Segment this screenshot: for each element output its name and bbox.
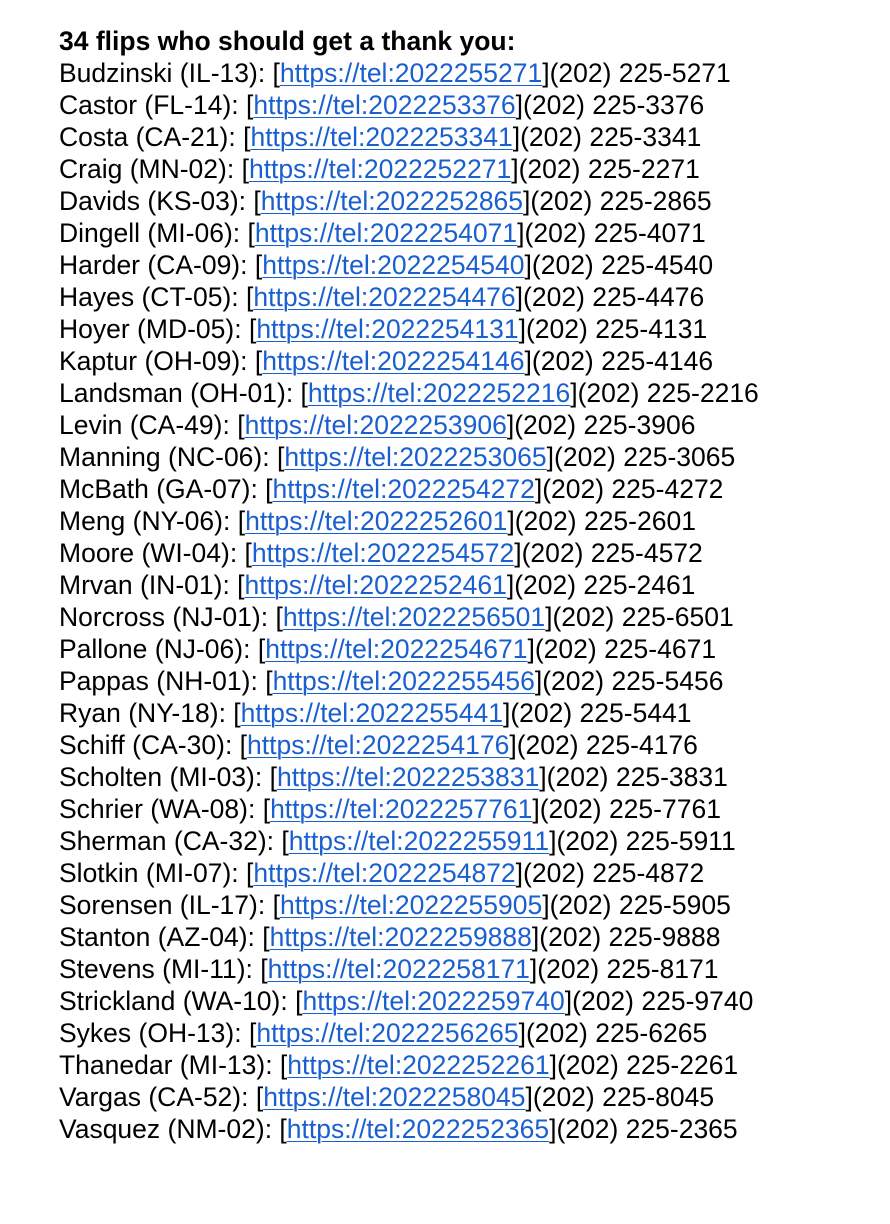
separator: : [ [247, 794, 271, 824]
tel-link[interactable]: https://tel:2022253341 [250, 122, 513, 152]
bracket-close: ] [517, 218, 525, 248]
tel-link[interactable]: https://tel:2022253906 [244, 410, 507, 440]
separator: : [ [243, 634, 266, 664]
representative-name: Pallone (NJ-06) [59, 634, 244, 664]
bracket-close: ] [523, 186, 531, 216]
tel-link[interactable]: https://tel:2022254540 [262, 250, 525, 280]
separator: : [ [241, 1082, 264, 1112]
phone-number: (202) 225-4671 [534, 634, 717, 664]
bracket-close: ] [545, 602, 553, 632]
tel-link[interactable]: https://tel:2022252216 [307, 378, 571, 408]
representative-name: Mrvan (IN-01) [59, 570, 223, 600]
bracket-close: ] [518, 1018, 526, 1048]
representative-name: Castor (FL-14) [59, 90, 232, 120]
phone-number: (202) 225-5271 [549, 58, 731, 88]
phone-number: (202) 225-4071 [524, 218, 706, 248]
tel-link[interactable]: https://tel:2022254131 [256, 314, 519, 344]
separator: : [ [262, 442, 285, 472]
phone-number: (202) 225-2261 [556, 1050, 739, 1080]
bracket-close: ] [515, 858, 524, 888]
document-body [59, 25, 759, 1145]
separator: : [ [234, 1018, 257, 1048]
list-item [59, 729, 759, 761]
tel-link[interactable]: https://tel:2022258171 [267, 954, 530, 984]
list-item [59, 185, 759, 217]
separator: : [ [257, 890, 280, 920]
list-item [59, 409, 759, 441]
separator: : [ [228, 122, 251, 152]
list-item [59, 89, 759, 121]
list-item [59, 569, 759, 601]
bracket-close: ] [570, 378, 578, 408]
tel-link[interactable]: https://tel:2022252865 [260, 186, 524, 216]
separator: : [ [250, 666, 273, 696]
bracket-close: ] [515, 282, 524, 312]
bracket-close: ] [527, 634, 535, 664]
tel-link[interactable]: https://tel:2022254572 [251, 538, 515, 568]
list-item [59, 761, 759, 793]
bracket-close: ] [507, 506, 515, 536]
phone-number: (202) 225-8171 [537, 954, 719, 984]
phone-number: (202) 225-2216 [577, 378, 759, 408]
phone-number: (202) 225-2365 [556, 1114, 738, 1144]
tel-link[interactable]: https://tel:2022259740 [302, 986, 565, 1016]
phone-number: (202) 225-4146 [531, 346, 714, 376]
separator: : [ [234, 314, 257, 344]
list-item [59, 505, 759, 537]
bracket-close: ] [549, 1114, 557, 1144]
representative-list [59, 57, 759, 1145]
bracket-close: ] [511, 154, 519, 184]
list-item [59, 825, 759, 857]
list-item [59, 985, 759, 1017]
tel-link[interactable]: https://tel:2022257761 [270, 794, 533, 824]
separator: : [ [257, 58, 280, 88]
tel-link[interactable]: https://tel:2022254176 [247, 730, 510, 760]
list-item [59, 1017, 759, 1049]
bracket-close: ] [506, 570, 515, 600]
phone-number: (202) 225-3376 [523, 90, 705, 120]
representative-name: Thanedar (MI-13) [59, 1050, 266, 1080]
phone-number: (202) 225-7761 [539, 794, 721, 824]
tel-link[interactable]: https://tel:2022252461 [244, 570, 507, 600]
representative-name: Harder (CA-09) [59, 250, 241, 280]
separator: : [ [254, 762, 277, 792]
list-item [59, 601, 759, 633]
representative-name: Moore (WI-04) [59, 538, 230, 568]
representative-name: Costa (CA-21) [59, 122, 229, 152]
bracket-close: ] [542, 890, 550, 920]
representative-name: Scholten (MI-03) [59, 762, 255, 792]
phone-number: (202) 225-9740 [572, 986, 754, 1016]
phone-number: (202) 225-4572 [521, 538, 703, 568]
list-item [59, 1113, 759, 1145]
separator: : [ [232, 218, 255, 248]
bracket-close: ] [531, 922, 540, 952]
separator: : [ [260, 602, 283, 632]
separator: : [ [218, 698, 241, 728]
list-item [59, 665, 759, 697]
separator: : [ [280, 986, 303, 1016]
tel-link[interactable]: https://tel:2022252271 [248, 154, 512, 184]
representative-name: Meng (NY-06) [59, 506, 223, 536]
tel-link[interactable]: https://tel:2022252601 [245, 506, 508, 536]
phone-number: (202) 225-2601 [514, 506, 696, 536]
separator: : [ [285, 378, 308, 408]
separator: : [ [229, 538, 252, 568]
bracket-close: ] [549, 1050, 557, 1080]
representative-name: Landsman (OH-01) [59, 378, 286, 408]
list-item [59, 313, 759, 345]
representative-name: Schrier (WA-08) [59, 794, 248, 824]
phone-number: (202) 225-4272 [542, 474, 724, 504]
bracket-close: ] [549, 826, 557, 856]
list-item [59, 1081, 759, 1113]
phone-number: (202) 225-6265 [525, 1018, 708, 1048]
list-item [59, 633, 759, 665]
representative-name: Stanton (AZ-04) [59, 922, 248, 952]
representative-name: Hayes (CT-05) [59, 282, 232, 312]
bracket-close: ] [539, 762, 547, 792]
list-item [59, 153, 759, 185]
representative-name: Manning (NC-06) [59, 442, 263, 472]
bracket-close: ] [529, 954, 538, 984]
list-item [59, 121, 759, 153]
phone-number: (202) 225-5441 [510, 698, 692, 728]
tel-link[interactable]: https://tel:2022258045 [263, 1082, 526, 1112]
separator: : [ [222, 410, 245, 440]
separator: : [ [250, 474, 273, 504]
representative-name: Pappas (NH-01) [59, 666, 251, 696]
tel-link[interactable]: https://tel:2022256265 [256, 1018, 519, 1048]
tel-link[interactable]: https://tel:2022254476 [253, 282, 516, 312]
tel-link[interactable]: https://tel:2022255911 [288, 826, 550, 856]
representative-name: McBath (GA-07) [59, 474, 251, 504]
representative-name: Davids (KS-03) [59, 186, 239, 216]
representative-name: Strickland (WA-10) [59, 986, 281, 1016]
phone-number: (202) 225-4872 [523, 858, 705, 888]
separator: : [ [222, 570, 245, 600]
bracket-close: ] [534, 474, 543, 504]
representative-name: Kaptur (OH-09) [59, 346, 241, 376]
list-item [59, 281, 759, 313]
bracket-close: ] [515, 90, 524, 120]
phone-number: (202) 225-2271 [518, 154, 700, 184]
phone-number: (202) 225-3065 [554, 442, 736, 472]
separator: : [ [240, 250, 263, 280]
list-item [59, 921, 759, 953]
separator: : [ [265, 1050, 288, 1080]
tel-link[interactable]: https://tel:2022254146 [262, 346, 525, 376]
list-item [59, 1049, 759, 1081]
tel-link[interactable]: https://tel:2022253065 [284, 442, 547, 472]
representative-name: Levin (CA-49) [59, 410, 223, 440]
phone-number: (202) 225-4476 [523, 282, 705, 312]
representative-name: Slotkin (MI-07) [59, 858, 232, 888]
separator: : [ [231, 90, 254, 120]
list-item [59, 537, 759, 569]
bracket-close: ] [546, 442, 554, 472]
tel-link[interactable]: https://tel:2022252261 [287, 1050, 550, 1080]
tel-link[interactable]: https://tel:2022252365 [286, 1114, 550, 1144]
bracket-close: ] [532, 794, 540, 824]
bracket-close: ] [564, 986, 573, 1016]
phone-number: (202) 225-2865 [530, 186, 712, 216]
separator: : [ [247, 922, 270, 952]
separator: : [ [264, 1114, 287, 1144]
list-item [59, 889, 759, 921]
separator: : [ [224, 730, 248, 760]
representative-name: Vargas (CA-52) [59, 1082, 242, 1112]
separator: : [ [240, 346, 263, 376]
list-item [59, 217, 759, 249]
tel-link[interactable]: https://tel:2022255456 [272, 666, 535, 696]
phone-number: (202) 225-2461 [514, 570, 696, 600]
list-item [59, 953, 759, 985]
representative-name: Norcross (NJ-01) [59, 602, 261, 632]
tel-link[interactable]: https://tel:2022254071 [254, 218, 518, 248]
tel-link[interactable]: https://tel:2022254671 [265, 634, 528, 664]
bracket-close: ] [518, 314, 526, 344]
tel-link[interactable]: https://tel:2022253831 [276, 762, 540, 792]
phone-number: (202) 225-8045 [532, 1082, 715, 1112]
bracket-close: ] [512, 122, 521, 152]
bracket-close: ] [502, 698, 511, 728]
separator: : [ [222, 506, 246, 536]
tel-link[interactable]: https://tel:2022255905 [279, 890, 543, 920]
bracket-close: ] [514, 538, 522, 568]
tel-link[interactable]: https://tel:2022259888 [269, 922, 532, 952]
list-item [59, 857, 759, 889]
phone-number: (202) 225-5905 [549, 890, 731, 920]
tel-link[interactable]: https://tel:2022256501 [282, 602, 546, 632]
tel-link[interactable]: https://tel:2022253376 [253, 90, 516, 120]
list-item [59, 793, 759, 825]
bracket-close: ] [525, 1082, 533, 1112]
tel-link[interactable]: https://tel:2022254272 [272, 474, 535, 504]
representative-name: Craig (MN-02) [59, 154, 227, 184]
list-item [59, 441, 759, 473]
list-item [59, 57, 759, 89]
tel-link[interactable]: https://tel:2022255441 [240, 698, 503, 728]
list-item [59, 345, 759, 377]
representative-name: Budzinski (IL-13) [59, 58, 258, 88]
phone-number: (202) 225-5456 [542, 666, 724, 696]
list-item [59, 249, 759, 281]
bracket-close: ] [524, 346, 532, 376]
bracket-close: ] [542, 58, 550, 88]
bracket-close: ] [509, 730, 517, 760]
phone-number: (202) 225-4131 [525, 314, 708, 344]
separator: : [ [231, 858, 254, 888]
phone-number: (202) 225-4540 [531, 250, 714, 280]
representative-name: Vasquez (NM-02) [59, 1114, 265, 1144]
phone-number: (202) 225-3831 [546, 762, 728, 792]
representative-name: Dingell (MI-06) [59, 218, 233, 248]
phone-number: (202) 225-9888 [539, 922, 721, 952]
representative-name: Stevens (MI-11) [59, 954, 246, 984]
separator: : [ [266, 826, 289, 856]
bracket-close: ] [506, 410, 515, 440]
separator: : [ [231, 282, 254, 312]
phone-number: (202) 225-6501 [552, 602, 734, 632]
representative-name: Sorensen (IL-17) [59, 890, 258, 920]
phone-number: (202) 225-3906 [514, 410, 696, 440]
representative-name: Sherman (CA-32) [59, 826, 267, 856]
bracket-close: ] [534, 666, 543, 696]
list-item [59, 377, 759, 409]
phone-number: (202) 225-4176 [516, 730, 698, 760]
phone-number: (202) 225-3341 [520, 122, 702, 152]
document-heading: 34 flips who should get a thank you: [59, 26, 516, 56]
representative-name: Ryan (NY-18) [59, 698, 219, 728]
representative-name: Sykes (OH-13) [59, 1018, 235, 1048]
representative-name: Hoyer (MD-05) [59, 314, 235, 344]
separator: : [ [245, 954, 268, 984]
list-item [59, 473, 759, 505]
list-item [59, 697, 759, 729]
separator: : [ [226, 154, 249, 184]
separator: : [ [238, 186, 261, 216]
tel-link[interactable]: https://tel:2022254872 [253, 858, 516, 888]
phone-number: (202) 225-5911 [556, 826, 736, 856]
representative-name: Schiff (CA-30) [59, 730, 225, 760]
bracket-close: ] [524, 250, 532, 280]
tel-link[interactable]: https://tel:2022255271 [279, 58, 543, 88]
